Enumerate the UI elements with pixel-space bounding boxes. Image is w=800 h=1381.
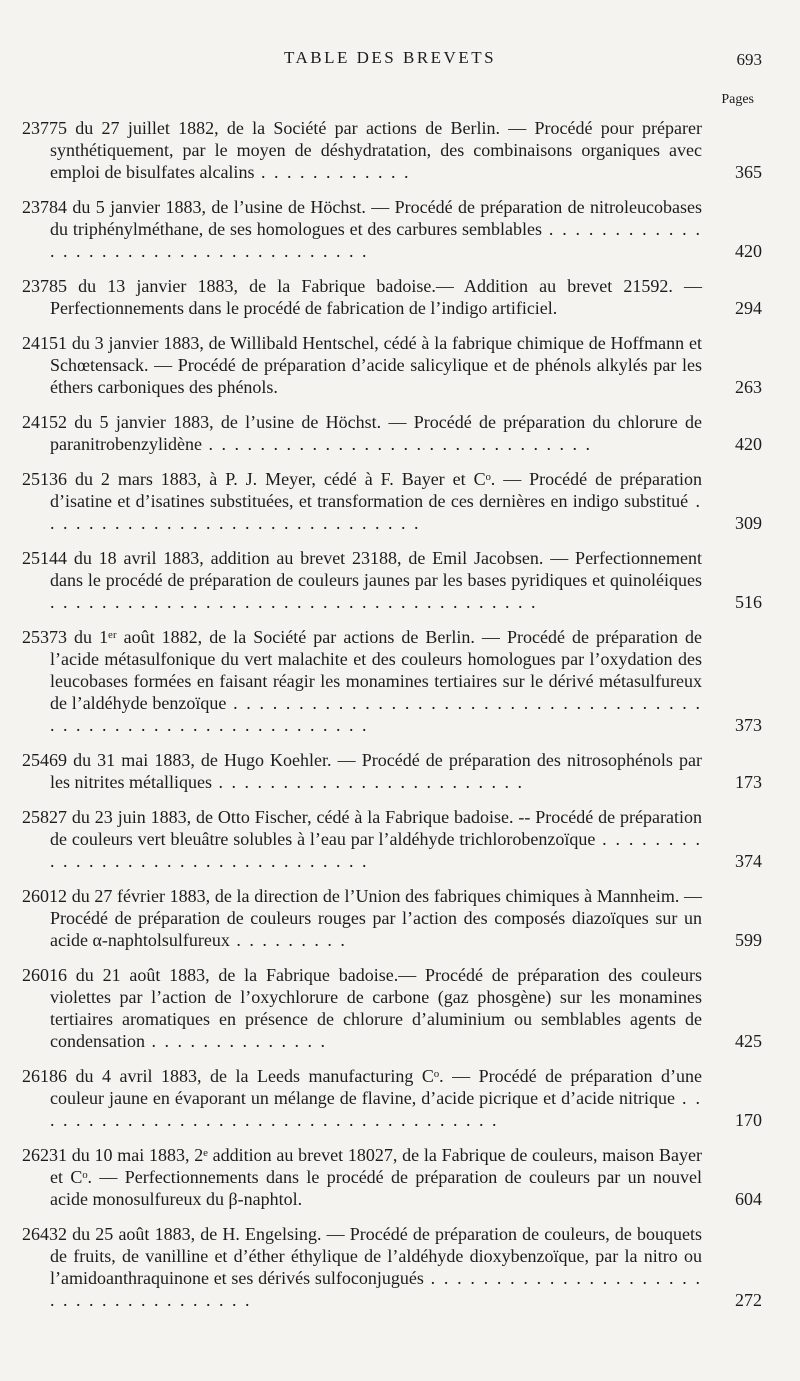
patent-description: du 5 janvier 1883, de l’usine de Höchst. — Procédé de préparation de nitroleucobases du triphénylméthane, de ses homologues et des carbures semblables bbox=[50, 197, 703, 239]
patent-number: 23784 bbox=[22, 197, 67, 217]
page-reference: 263 bbox=[735, 377, 762, 397]
patent-number: 26012 bbox=[22, 886, 67, 906]
patent-description: du 3 janvier 1883, de Willibald Hentschel, cédé à la fabrique chimique de Hoffmann et Schœtensack. — Procédé de préparation d’acide salicylique et de phénols alkylés par les éthers carboniques des phénols. bbox=[50, 333, 703, 397]
patent-description: du 13 janvier 1883, de la Fabrique badoise.— Addition au brevet 21592. — Perfectionnements dans le procédé de fabrication de l’indigo artificiel. bbox=[50, 276, 702, 318]
patent-number: 26186 bbox=[22, 1066, 67, 1086]
dot-leader: . . . . . . . . . . . . . . . . . . . . . . . . . . . . . . bbox=[201, 434, 592, 454]
patent-number: 25827 bbox=[22, 807, 67, 827]
patent-description: du 25 août 1883, de H. Engelsing. — Procédé de préparation de couleurs, de bouquets de fruits, de vanilline et d’éther éthylique de l’aldéhyde dioxybenzoïque, par la nitro ou l’amidoanthraquinone et ses dérivés sulfoconjugués bbox=[50, 1224, 703, 1288]
patent-description: du 21 août 1883, de la Fabrique badoise.— Procédé de préparation des couleurs violettes par l’action de l’oxychlorure de carbone (gaz phosgène) sur les monamines tertiaires aromatiques en présence de chlorure d’aluminium ou semblables agents de condensation bbox=[50, 965, 702, 1051]
patent-number: 24151 bbox=[22, 333, 67, 353]
running-title: TABLE DES BREVETS bbox=[283, 48, 497, 67]
patent-number: 25373 bbox=[22, 627, 67, 647]
pages-column-label: Pages bbox=[721, 92, 754, 107]
page-reference: 365 bbox=[735, 162, 762, 182]
dot-leader: . . . . . . . . . . . . . . . . . . . . . . . . . . . . . . . . . . . . . bbox=[50, 1268, 703, 1310]
page-number: 693 bbox=[736, 50, 762, 69]
patent-number: 25136 bbox=[22, 469, 67, 489]
dot-leader: . . . . . . . . . . . . . . . . . . . . . . . . . . . . . . . . . . . . . bbox=[50, 219, 703, 261]
patent-entry bbox=[22, 332, 762, 398]
dot-leader: . . . . . . . . . . . . . . . . . . . . . . . . . . . . . . bbox=[50, 491, 703, 533]
dot-leader: . . . . . . . . . . . . . . . . . . . . . . . . . . . . . . . . . . . . . bbox=[50, 1088, 702, 1130]
patent-entry bbox=[22, 1065, 762, 1131]
page-reference: 272 bbox=[735, 1290, 762, 1310]
patent-description: du 1ᵉʳ août 1882, de la Société par actions de Berlin. — Procédé de préparation de l’acide métasulfonique du vert malachite et des couleurs homologues par l’oxydation des leucobases formées en faisant réagir les monamines tertiaires sur le dérivé métasulfureux de l’aldéhyde benzoïque bbox=[50, 627, 702, 713]
dot-leader: . . . . . . . . . . . . . . . . . . . . . . . . . . . . . . . . . . . . . . . . . . . . . . . . . . . . . . . . . . . . . bbox=[50, 693, 703, 735]
dot-leader: . . . . . . . . . . . . . . . . . . . . . . . . . . . . . . . . . . . . . . bbox=[50, 592, 538, 612]
patent-entry bbox=[22, 885, 762, 951]
patent-number: 23785 bbox=[22, 276, 67, 296]
patent-number: 26432 bbox=[22, 1224, 67, 1244]
patent-list bbox=[22, 117, 762, 1324]
patent-entry bbox=[22, 196, 762, 262]
patent-description: du 27 février 1883, de la direction de l’Union des fabriques chimiques à Mannheim. — Procédé de préparation de couleurs rouges par l’action des composés diazoïques sur un acide α-naphtolsulfureux bbox=[50, 886, 702, 950]
page-reference: 425 bbox=[735, 1031, 762, 1051]
dot-leader: . . . . . . . . . . . . bbox=[254, 162, 411, 182]
page-reference: 309 bbox=[735, 513, 762, 533]
page-reference: 599 bbox=[735, 930, 762, 950]
dot-leader: . . . . . . . . . . . . . . . . . . . . . . . . . . . . . . . . . bbox=[50, 829, 703, 871]
page-reference: 173 bbox=[735, 772, 762, 792]
patent-number: 24152 bbox=[22, 412, 67, 432]
page-reference: 516 bbox=[735, 592, 762, 612]
page-reference: 420 bbox=[735, 434, 762, 454]
patent-entry bbox=[22, 626, 762, 736]
patent-entry bbox=[22, 468, 762, 534]
patent-entry bbox=[22, 275, 762, 319]
patent-entry bbox=[22, 964, 762, 1052]
patent-number: 26231 bbox=[22, 1145, 67, 1165]
patent-entry bbox=[22, 547, 762, 613]
page-reference: 373 bbox=[735, 715, 762, 735]
patent-description: du 10 mai 1883, 2ᵉ addition au brevet 18027, de la Fabrique de couleurs, maison Bayer et Cᵒ. — Perfectionnements dans le procédé de préparation de couleurs par un nouvel acide monosulfureux du β-naphtol. bbox=[50, 1145, 703, 1209]
patent-description: du 18 avril 1883, addition au brevet 23188, de Emil Jacobsen. — Perfectionnement dans le procédé de préparation de couleurs jaunes par les bases pyridiques et quinoléiques bbox=[50, 548, 703, 590]
dot-leader: . . . . . . . . . bbox=[229, 930, 347, 950]
patent-description: du 23 juin 1883, de Otto Fischer, cédé à la Fabrique badoise. -- Procédé de préparation de couleurs vert bleuâtre solubles à l’eau par l’aldéhyde trichlorobenzoïque bbox=[50, 807, 702, 849]
patent-description: du 4 avril 1883, de la Leeds manufacturing Cᵒ. — Procédé de préparation d’une couleur jaune en évaporant un mélange de flavine, d’acide picrique et d’acide nitrique bbox=[50, 1066, 702, 1108]
page-reference: 374 bbox=[735, 851, 762, 871]
patent-entry bbox=[22, 117, 762, 183]
patent-description: du 27 juillet 1882, de la Société par actions de Berlin. — Procédé pour préparer synthétiquement, par le moyen de déshydratation, des combinaisons organiques avec emploi de bisulfates alcalins bbox=[50, 118, 702, 182]
patent-number: 25469 bbox=[22, 750, 67, 770]
patent-entry bbox=[22, 1144, 762, 1210]
page-reference: 420 bbox=[735, 241, 762, 261]
running-header bbox=[0, 48, 800, 72]
page-reference: 294 bbox=[735, 298, 762, 318]
patent-number: 26016 bbox=[22, 965, 67, 985]
page-reference: 170 bbox=[735, 1110, 762, 1130]
patent-number: 23775 bbox=[22, 118, 67, 138]
patent-description: du 31 mai 1883, de Hugo Koehler. — Procédé de préparation des nitrosophénols par les nitrites métalliques bbox=[50, 750, 703, 792]
patent-number: 25144 bbox=[22, 548, 67, 568]
patent-entry bbox=[22, 749, 762, 793]
patent-entry bbox=[22, 411, 762, 455]
patent-description: du 5 janvier 1883, de l’usine de Höchst. — Procédé de préparation du chlorure de paranitrobenzylidène bbox=[50, 412, 702, 454]
patent-description: du 2 mars 1883, à P. J. Meyer, cédé à F. Bayer et Cᵒ. — Procédé de préparation d’isatine et d’isatines substituées, et transformation de ces dernières en indigo substitué bbox=[50, 469, 702, 511]
dot-leader: . . . . . . . . . . . . . . . . . . . . . . . . bbox=[211, 772, 524, 792]
patent-entry bbox=[22, 806, 762, 872]
page-reference: 604 bbox=[735, 1189, 762, 1209]
patent-entry bbox=[22, 1223, 762, 1311]
dot-leader: . . . . . . . . . . . . . . bbox=[144, 1031, 327, 1051]
